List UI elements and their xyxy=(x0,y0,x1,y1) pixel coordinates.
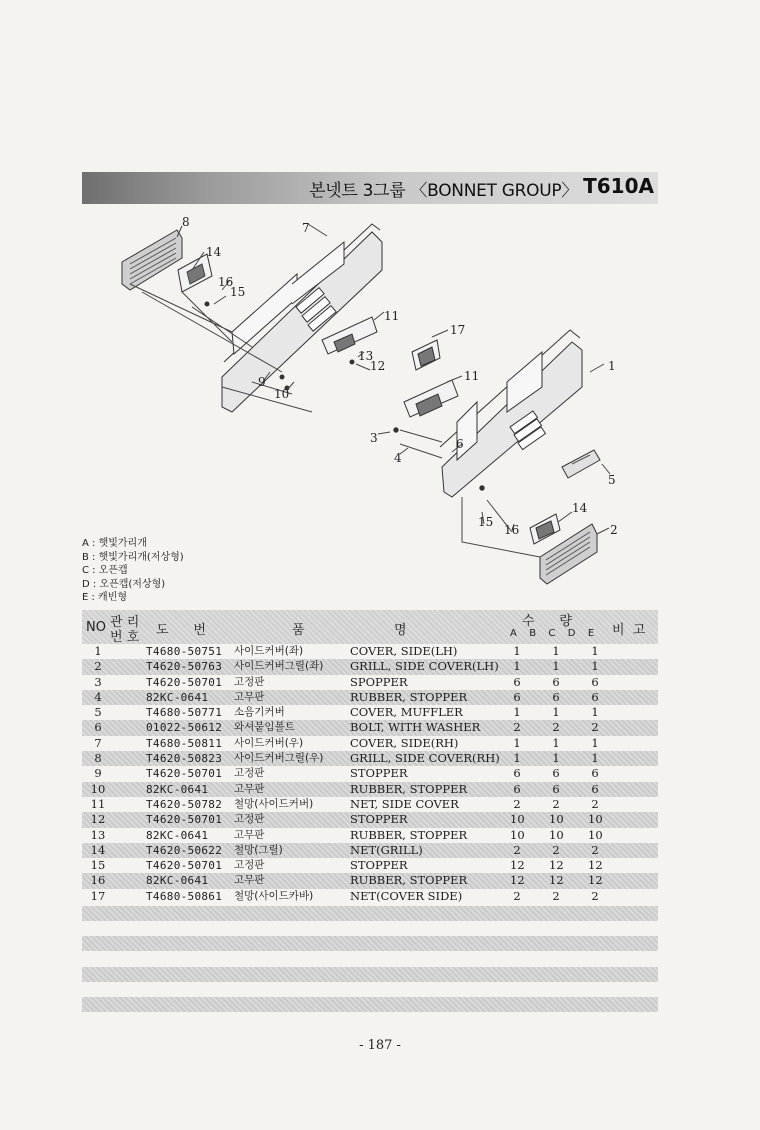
qty-e: 6 xyxy=(591,689,599,704)
callout-5: 5 xyxy=(608,473,616,487)
row-number: 15 xyxy=(90,858,106,873)
qty-e: 2 xyxy=(591,720,599,735)
row-number: 10 xyxy=(90,781,106,796)
empty-row-band xyxy=(82,997,658,1012)
model-code: T610A xyxy=(583,174,654,198)
qty-e: 1 xyxy=(591,644,599,658)
drawing-number: T4680-50751 xyxy=(146,645,223,658)
legend-item-c: C : 오픈캡 xyxy=(82,565,128,577)
qty-c: 6 xyxy=(552,766,560,781)
qty-c: 1 xyxy=(552,659,560,674)
part-name-english: RUBBER, STOPPER xyxy=(350,873,468,888)
empty-row-band xyxy=(82,906,658,921)
part-name-english: SPOPPER xyxy=(350,674,408,689)
header-remarks: 비 고 xyxy=(612,623,646,638)
header-banner xyxy=(82,172,658,204)
qty-a: 10 xyxy=(510,812,525,827)
table-row xyxy=(82,858,658,873)
callout-1: 1 xyxy=(608,359,616,373)
qty-e: 1 xyxy=(591,659,599,674)
qty-c: 12 xyxy=(549,873,564,888)
callout-12: 12 xyxy=(370,359,386,373)
table-row xyxy=(82,751,658,766)
table-row xyxy=(82,675,658,690)
drawing-number: 82KC-0641 xyxy=(146,782,209,796)
empty-row-band xyxy=(82,967,658,982)
legend-item-d: D : 오픈캡(저상형) xyxy=(82,578,166,590)
part-name-korean: 철망(사이드커버) xyxy=(234,797,314,810)
qty-c: 10 xyxy=(549,827,564,842)
part-name-korean: 사이드커버(좌) xyxy=(234,645,304,657)
part-name-english: GRILL, SIDE COVER(LH) xyxy=(350,659,499,674)
table-row xyxy=(82,720,658,735)
table-row xyxy=(82,644,658,659)
left-side-cover xyxy=(222,224,382,412)
part-name-korean: 사이드커버그릴(우) xyxy=(234,752,324,765)
drawing-number: T4620-50823 xyxy=(146,752,223,766)
page-number: - 187 - xyxy=(359,1038,401,1053)
callout-17: 17 xyxy=(450,323,466,337)
table-row xyxy=(82,690,658,705)
qty-a: 12 xyxy=(510,858,525,873)
callout-15-left: 15 xyxy=(230,285,246,299)
drawing-number: 82KC-0641 xyxy=(146,874,209,888)
callout-13: 13 xyxy=(358,349,374,363)
drawing-number: 01022-50612 xyxy=(146,721,223,735)
left-grill xyxy=(122,230,182,290)
qty-e: 6 xyxy=(591,766,599,781)
table-row xyxy=(82,873,658,888)
part-name-english: STOPPER xyxy=(350,812,408,827)
drawing-number: T4620-50763 xyxy=(146,660,223,674)
drawing-number: T4620-50622 xyxy=(146,843,223,857)
header-quantity: 수 량 xyxy=(522,614,572,629)
part-name-korean: 철망(사이드카바) xyxy=(234,889,314,902)
table-row xyxy=(82,705,658,720)
part-name-korean: 고무판 xyxy=(234,782,265,795)
header-no: NO xyxy=(86,620,106,635)
callout-15-right: 15 xyxy=(478,515,494,529)
drawing-number: T4620-50701 xyxy=(146,859,223,873)
muffler-cover xyxy=(562,450,600,478)
row-number: 1 xyxy=(94,644,102,658)
qty-c: 1 xyxy=(552,751,560,766)
qty-e: 2 xyxy=(591,796,599,811)
qty-c: 2 xyxy=(552,796,560,811)
header-drawing-no: 도 번 xyxy=(156,623,206,638)
part-name-english: COVER, SIDE(RH) xyxy=(350,735,459,750)
model-type-legend xyxy=(82,537,184,605)
qty-e: 6 xyxy=(591,781,599,796)
qty-e: 2 xyxy=(591,888,599,903)
part-name-korean: 사이드커버그릴(좌) xyxy=(234,660,324,673)
part-name-korean: 고무판 xyxy=(234,690,265,703)
row-number: 14 xyxy=(90,842,106,857)
qty-a: 10 xyxy=(510,827,525,842)
qty-c: 2 xyxy=(552,720,560,735)
drawing-number: T4620-50701 xyxy=(146,767,223,781)
right-side-cover xyxy=(440,330,582,497)
row-number: 5 xyxy=(94,705,102,720)
table-row xyxy=(82,766,658,781)
table-row xyxy=(82,828,658,843)
right-top-net xyxy=(412,340,440,370)
legend-item-e: E : 캐빈형 xyxy=(82,592,128,604)
qty-a: 1 xyxy=(513,644,521,658)
table-row xyxy=(82,797,658,812)
row-number: 13 xyxy=(90,827,106,842)
qty-c: 1 xyxy=(552,705,560,720)
qty-c: 6 xyxy=(552,689,560,704)
row-number: 17 xyxy=(90,888,106,903)
legend-item-a: A : 햇빛가리개 xyxy=(82,538,147,549)
qty-a: 12 xyxy=(510,873,525,888)
table-body xyxy=(82,644,658,904)
part-name-english: RUBBER, STOPPER xyxy=(350,827,468,842)
qty-e: 10 xyxy=(588,827,603,842)
qty-e: 6 xyxy=(591,674,599,689)
qty-a: 2 xyxy=(513,842,521,857)
part-name-korean: 소음기커버 xyxy=(234,706,285,719)
part-name-korean: 고정판 xyxy=(234,813,265,826)
qty-c: 6 xyxy=(552,674,560,689)
drawing-number: T4680-50861 xyxy=(146,889,223,903)
qty-c: 1 xyxy=(552,735,560,750)
qty-c: 6 xyxy=(552,781,560,796)
callout-8: 8 xyxy=(182,215,190,229)
table-row xyxy=(82,782,658,797)
left-net xyxy=(178,254,212,292)
qty-a: 6 xyxy=(513,781,521,796)
row-number: 7 xyxy=(94,735,102,750)
header-mgmt-bottom: 번 호 xyxy=(110,630,140,645)
part-name-korean: 고무판 xyxy=(234,828,265,841)
part-name-english: RUBBER, STOPPER xyxy=(350,689,468,704)
row-number: 9 xyxy=(94,766,102,781)
drawing-number: 82KC-0641 xyxy=(146,828,209,842)
drawing-number: T4620-50701 xyxy=(146,813,223,827)
callout-16-left: 16 xyxy=(218,275,234,289)
qty-e: 1 xyxy=(591,751,599,766)
qty-a: 1 xyxy=(513,735,521,750)
qty-e: 2 xyxy=(591,842,599,857)
header-name-right: 명 xyxy=(394,623,407,638)
part-name-korean: 사이드커버(우) xyxy=(234,736,304,749)
callout-2: 2 xyxy=(610,523,618,537)
part-name-english: GRILL, SIDE COVER(RH) xyxy=(350,751,500,766)
part-name-english: BOLT, WITH WASHER xyxy=(350,720,481,735)
row-number: 12 xyxy=(90,812,106,827)
callout-11-left: 11 xyxy=(384,309,400,323)
part-name-english: STOPPER xyxy=(350,858,408,873)
callout-14-left: 14 xyxy=(206,245,222,259)
qty-e: 12 xyxy=(588,873,603,888)
drawing-number: T4620-50782 xyxy=(146,797,223,811)
part-name-korean: 고정판 xyxy=(234,767,265,780)
row-number: 4 xyxy=(94,689,102,704)
part-name-korean: 고무판 xyxy=(234,874,265,887)
table-row xyxy=(82,659,658,674)
part-name-english: COVER, MUFFLER xyxy=(350,705,463,720)
header-name-left: 품 xyxy=(292,623,305,638)
part-name-english: RUBBER, STOPPER xyxy=(350,781,468,796)
header-mgmt-top: 관 리 xyxy=(110,615,140,630)
part-name-english: STOPPER xyxy=(350,766,408,781)
callout-6: 6 xyxy=(456,437,464,451)
callout-4: 4 xyxy=(394,451,402,465)
qty-a: 1 xyxy=(513,705,521,720)
callout-7: 7 xyxy=(302,221,310,235)
row-number: 3 xyxy=(94,674,102,689)
qty-a: 1 xyxy=(513,659,521,674)
qty-c: 12 xyxy=(549,858,564,873)
qty-a: 6 xyxy=(513,766,521,781)
drawing-number: T4680-50771 xyxy=(146,706,223,720)
part-name-korean: 철망(그릴) xyxy=(234,843,283,856)
part-name-korean: 고정판 xyxy=(234,675,265,688)
qty-e: 1 xyxy=(591,705,599,720)
qty-a: 2 xyxy=(513,720,521,735)
right-net xyxy=(530,514,560,544)
legend-item-b: B : 햇빛가리개(저상형) xyxy=(82,551,184,563)
row-number: 8 xyxy=(94,751,102,766)
table-row xyxy=(82,736,658,751)
drawing-number: T4620-50701 xyxy=(146,675,223,689)
row-number: 2 xyxy=(94,659,102,674)
qty-c: 2 xyxy=(552,842,560,857)
qty-c: 10 xyxy=(549,812,564,827)
part-name-english: COVER, SIDE(LH) xyxy=(350,644,458,658)
part-name-english: NET(COVER SIDE) xyxy=(350,888,463,903)
part-name-korean: 고정판 xyxy=(234,859,265,872)
drawing-number: T4680-50811 xyxy=(146,736,223,750)
drawing-number: 82KC-0641 xyxy=(146,690,209,704)
part-name-english: NET(GRILL) xyxy=(350,842,423,857)
qty-c: 2 xyxy=(552,888,560,903)
callout-14-right: 14 xyxy=(572,501,588,515)
exploded-parts-diagram xyxy=(82,212,658,592)
table-row xyxy=(82,889,658,904)
qty-a: 6 xyxy=(513,674,521,689)
callout-9: 9 xyxy=(258,375,266,389)
row-number: 6 xyxy=(94,720,102,735)
callout-10: 10 xyxy=(274,387,290,401)
qty-e: 1 xyxy=(591,735,599,750)
qty-e: 10 xyxy=(588,812,603,827)
callout-3: 3 xyxy=(370,431,378,445)
empty-row-band xyxy=(82,936,658,951)
table-header xyxy=(82,610,658,644)
right-side-net xyxy=(404,380,458,417)
part-name-korean: 와셔붙임볼트 xyxy=(234,721,295,734)
parts-table xyxy=(82,610,658,904)
row-number: 11 xyxy=(90,796,106,811)
callout-16-right: 16 xyxy=(504,523,520,537)
table-row xyxy=(82,812,658,827)
part-name-english: NET, SIDE COVER xyxy=(350,796,459,811)
callout-11-right: 11 xyxy=(464,369,480,383)
qty-a: 6 xyxy=(513,689,521,704)
row-number: 16 xyxy=(90,873,106,888)
qty-a: 1 xyxy=(513,751,521,766)
page-title: 본넷트 3그룹 〈BONNET GROUP〉 xyxy=(309,181,578,201)
table-row xyxy=(82,843,658,858)
qty-c: 1 xyxy=(552,644,560,658)
qty-a: 2 xyxy=(513,888,521,903)
header-quantity-columns: A B C D E xyxy=(510,628,597,639)
qty-a: 2 xyxy=(513,796,521,811)
qty-e: 12 xyxy=(588,858,603,873)
